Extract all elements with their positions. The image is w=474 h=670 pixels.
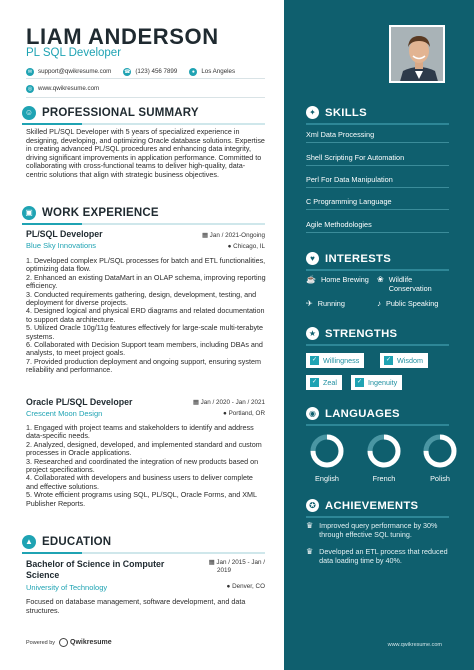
interest-label: Home Brewing bbox=[320, 275, 369, 284]
strength-tag bbox=[306, 353, 364, 368]
strength-tag bbox=[380, 353, 428, 368]
language-item bbox=[363, 434, 405, 483]
brand-name[interactable]: Qwikresume bbox=[70, 639, 112, 646]
list-item: 2. Enhanced an existing DataMart in an OLAP schema, improving reporting efficiency. bbox=[26, 272, 266, 291]
job-company: Blue Sky Innovations bbox=[26, 241, 97, 250]
avatar-illustration bbox=[391, 27, 445, 83]
strength-tag bbox=[351, 375, 402, 390]
qwikresume-logo-icon bbox=[59, 638, 68, 647]
calendar-icon: ▦ bbox=[201, 232, 210, 239]
thumbs-up-icon: ✓ bbox=[311, 357, 318, 363]
location-pin-icon: ● bbox=[227, 243, 234, 250]
location-pin-icon: ● bbox=[226, 583, 233, 590]
language-item bbox=[306, 434, 348, 483]
job-bullets bbox=[26, 257, 266, 375]
sidebar bbox=[284, 0, 474, 670]
skill-item: Xml Data Processing bbox=[306, 130, 375, 139]
skill-item: C Programming Language bbox=[306, 197, 392, 206]
skills-heading bbox=[306, 106, 367, 119]
job-location-text: Chicago, IL bbox=[233, 243, 265, 250]
language-label: Polish bbox=[430, 474, 450, 483]
candidate-name: LIAM ANDERSON bbox=[26, 24, 219, 49]
interest-item bbox=[377, 300, 438, 309]
experience-heading bbox=[22, 206, 159, 220]
powered-by bbox=[26, 638, 112, 647]
section-rule bbox=[22, 223, 265, 225]
achievement-item bbox=[306, 548, 456, 565]
list-item: 4. Collaborated with developers and business users to deliver complete and effective solutions. bbox=[26, 473, 253, 491]
user-icon: ☺ bbox=[22, 106, 36, 120]
language-label: English bbox=[315, 474, 339, 483]
education-date-year: 2019 bbox=[216, 566, 231, 574]
trophy-icon: ♛ bbox=[306, 521, 314, 530]
education-date-text: Jan / 2015 - Jan / bbox=[216, 559, 265, 566]
education-location-text: Denver, CO bbox=[232, 583, 265, 590]
thumbs-up-icon: ✓ bbox=[311, 379, 318, 385]
contact-phone[interactable]: (123) 456 7899 bbox=[135, 68, 178, 75]
list-item: 7. Provided production deployment and ongoing support, ensuring system reliability and performance. bbox=[26, 356, 261, 375]
language-level-ring bbox=[310, 434, 344, 468]
language-label: French bbox=[372, 474, 396, 483]
job-location bbox=[223, 410, 265, 417]
section-rule bbox=[306, 269, 449, 271]
job-date-text: Jan / 2020 - Jan / 2021 bbox=[200, 399, 265, 406]
language-level-ring bbox=[423, 434, 457, 468]
beer-icon: ☕ bbox=[306, 275, 316, 284]
graduation-cap-icon: ▲ bbox=[22, 535, 36, 549]
achievements-title: ACHIEVEMENTS bbox=[325, 499, 419, 512]
list-item: 2. Analyzed, designed, developed, and implemented standard and custom processes in Oracle applications. bbox=[26, 439, 262, 458]
summary-text: Skilled PL/SQL Developer with 5 years of specialized experience in designing, developing, and optimizing Oracle database solutions. Expertise in creating advanced PL/SQL procedures and enhancing data integrity, driving significant improvements in application performance. Committed to collaborating with cross-functional teams to deliver high-quality, data-centric solutions that align with strategic business objectives. bbox=[26, 127, 265, 179]
strength-label: Wisdom bbox=[397, 356, 423, 365]
list-item: 5. Wrote efficient programs using SQL, PL/SQL, Oracle Forms, and XML Publisher Reports. bbox=[26, 490, 257, 508]
microphone-icon: ♪ bbox=[377, 299, 381, 308]
skill-bar bbox=[306, 165, 449, 166]
language-level-ring bbox=[367, 434, 401, 468]
education-date bbox=[195, 559, 265, 574]
interests-title: INTERESTS bbox=[325, 252, 392, 265]
section-rule bbox=[306, 123, 449, 125]
strength-tag bbox=[306, 375, 342, 390]
candidate-role: PL SQL Developer bbox=[26, 47, 122, 59]
summary-title: PROFESSIONAL SUMMARY bbox=[42, 107, 199, 119]
achievements-heading bbox=[306, 499, 418, 512]
job-location-text: Portland, OR bbox=[228, 410, 265, 417]
interests-heading bbox=[306, 252, 391, 265]
job-company: Crescent Moon Design bbox=[26, 409, 103, 418]
divider bbox=[26, 97, 265, 98]
experience-title: WORK EXPERIENCE bbox=[42, 207, 159, 219]
education-text: Focused on database management, software development, and data structures. bbox=[26, 597, 246, 615]
section-rule bbox=[22, 123, 265, 125]
skills-title: SKILLS bbox=[325, 106, 367, 119]
calendar-icon: ▦ bbox=[208, 559, 217, 566]
contact-info bbox=[26, 66, 276, 94]
strength-label: Ingenuity bbox=[368, 378, 398, 387]
section-rule bbox=[306, 424, 449, 426]
profile-photo bbox=[389, 25, 445, 83]
interest-label: Public Speaking bbox=[386, 299, 439, 308]
email-icon: ✉ bbox=[27, 68, 33, 75]
job-date bbox=[193, 399, 265, 406]
briefcase-icon: ▣ bbox=[22, 206, 36, 220]
job-date bbox=[202, 232, 265, 239]
calendar-icon: ▦ bbox=[192, 399, 201, 406]
thumbs-up-icon: ✓ bbox=[356, 379, 363, 385]
job-title: PL/SQL Developer bbox=[26, 229, 103, 239]
section-rule bbox=[22, 552, 265, 554]
globe-icon: ◎ bbox=[27, 85, 33, 92]
degree-title: Bachelor of Science in Computer Science bbox=[26, 559, 165, 580]
trophy-icon: ♛ bbox=[306, 547, 314, 556]
achievement-text: Developed an ETL process that reduced data loading time by 40%. bbox=[319, 547, 448, 565]
job-date-text: Jan / 2021-Ongoing bbox=[209, 232, 265, 239]
contact-location: Los Angeles bbox=[201, 68, 236, 75]
divider bbox=[26, 78, 265, 79]
strengths-title: STRENGTHS bbox=[325, 327, 398, 340]
phone-icon: ☎ bbox=[124, 68, 131, 75]
interest-item bbox=[377, 276, 447, 293]
education-heading bbox=[22, 535, 111, 549]
interest-label: Wildlife Conservation bbox=[388, 275, 432, 293]
education-location bbox=[227, 583, 265, 590]
contact-website[interactable]: www.qwikresume.com bbox=[38, 85, 100, 92]
school-name: University of Technology bbox=[26, 583, 108, 592]
achievement-item bbox=[306, 522, 456, 539]
list-item: 5. Utilized Oracle 10g/11g features effectively for large-scale multi-terabyte systems. bbox=[26, 323, 264, 341]
trophy-icon: ★ bbox=[306, 327, 319, 340]
list-item: 4. Designed logical and physical ERD diagrams and related documentation to support data architecture. bbox=[26, 306, 265, 324]
lightbulb-icon: ✦ bbox=[306, 106, 319, 119]
languages-heading bbox=[306, 407, 400, 420]
running-icon: ✈ bbox=[306, 299, 313, 308]
interests-icon: ♥ bbox=[306, 252, 319, 265]
summary-heading bbox=[22, 106, 199, 120]
job-bullets bbox=[26, 424, 266, 508]
job-title: Oracle PL/SQL Developer bbox=[26, 397, 133, 407]
education-title: EDUCATION bbox=[42, 536, 112, 548]
globe-icon: ◉ bbox=[306, 407, 319, 420]
list-item: 1. Engaged with project teams and stakeholders to identify and address data-specific needs. bbox=[26, 423, 254, 441]
list-item: 1. Developed complex PL/SQL processes for batch and ETL functionalities, optimizing data flow. bbox=[26, 256, 266, 274]
skill-item: Shell Scripting For Automation bbox=[306, 153, 405, 162]
achievement-text: Improved query performance by 30% through effective SQL tuning. bbox=[319, 521, 438, 539]
strengths-heading bbox=[306, 327, 397, 340]
interest-label: Running bbox=[317, 299, 345, 308]
skill-item: Perl For Data Manipulation bbox=[306, 175, 393, 184]
paw-icon: ❀ bbox=[377, 275, 384, 284]
section-rule bbox=[306, 344, 449, 346]
location-icon: ● bbox=[189, 68, 197, 76]
list-item: 6. Collaborated with Decision Support team members, including DBAs and analysts, to meet project goals. bbox=[26, 340, 263, 358]
skill-bar bbox=[306, 232, 449, 233]
section-rule bbox=[306, 516, 449, 518]
powered-by-label: Powered by bbox=[26, 639, 56, 646]
skill-bar bbox=[306, 142, 449, 143]
job-location bbox=[228, 243, 265, 250]
thumbs-up-icon: ✓ bbox=[385, 357, 392, 363]
skill-item: Agile Methodologies bbox=[306, 220, 372, 229]
list-item: 3. Researched and coordinated the integration of new products based on project specifications. bbox=[26, 456, 259, 475]
strength-label: Willingness bbox=[323, 356, 360, 365]
contact-email[interactable]: support@qwikresume.com bbox=[38, 68, 112, 75]
interest-item bbox=[306, 276, 369, 285]
languages-title: LANGUAGES bbox=[325, 407, 400, 420]
strength-label: Zeal bbox=[323, 378, 337, 387]
medal-icon: ✪ bbox=[306, 499, 319, 512]
language-item bbox=[419, 434, 461, 483]
skill-bar bbox=[306, 187, 449, 188]
list-item: 3. Conducted requirements gathering, design, development, testing, and deployment for diverse projects. bbox=[26, 289, 257, 308]
skill-bar bbox=[306, 209, 449, 210]
location-pin-icon: ● bbox=[223, 410, 229, 417]
footer-url[interactable]: www.qwikresume.com bbox=[387, 642, 442, 648]
interest-item bbox=[306, 300, 345, 309]
